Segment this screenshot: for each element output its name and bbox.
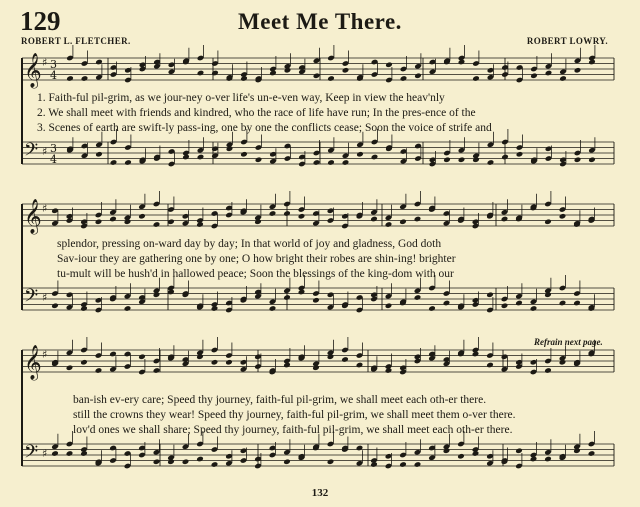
bass-clef: 𝄢 [24,286,39,311]
notehead [283,362,291,369]
notehead [530,456,538,463]
notehead [342,159,350,166]
notehead [95,218,103,225]
notehead [385,302,393,309]
notehead [573,447,581,454]
notehead [196,221,204,228]
notehead [559,359,567,366]
notehead [457,453,465,460]
refrain-note: Refrain next page. [534,337,603,347]
notehead [283,458,291,465]
notehead [298,213,306,220]
notehead [211,305,219,312]
notehead [559,213,567,220]
notehead [515,300,523,307]
lyricist-credit: ROBERT L. FLETCHER. [21,36,131,46]
notehead [182,458,190,465]
notehead [458,156,466,163]
notehead [240,75,248,82]
notehead [109,216,117,223]
hymn-title: Meet Me There. [238,9,402,34]
notehead [312,364,320,371]
notehead [486,362,494,369]
notehead [80,305,88,312]
hymn-number: 129 [20,6,61,36]
notehead [211,70,219,77]
notehead [298,289,306,296]
time-signature: 4 [50,153,57,166]
treble-clef: 𝄞 [24,345,42,380]
notehead [399,461,407,468]
lyric-line-s3-v3: lov'd ones we shall share; Speed thy journey, faith-ful pil-grim, we shall meet each oth-er there. [73,424,513,436]
key-sharp: ♯ [42,447,48,460]
notehead [501,216,509,223]
notehead [370,461,378,468]
notehead [182,154,190,161]
notehead [313,159,321,166]
notehead [327,458,335,465]
notehead [414,461,422,468]
notehead [240,151,248,158]
treble-clef: 𝄞 [24,199,42,234]
notehead [225,359,233,366]
notehead [472,351,480,358]
notehead [81,75,89,82]
notehead [443,447,451,454]
notehead [211,359,219,366]
notehead [371,154,379,161]
notehead [501,154,509,161]
notehead [414,294,422,301]
time-signature: 3 [50,142,57,155]
notehead [153,221,161,228]
notehead [443,156,451,163]
notehead [153,291,161,298]
notehead [110,159,118,166]
notehead [197,70,205,77]
notehead [80,359,88,366]
notehead [327,159,335,166]
notehead [95,367,103,374]
notehead [284,67,292,74]
notehead [327,75,335,82]
notehead [588,156,596,163]
notehead [124,305,132,312]
bass-clef: 𝄢 [24,140,39,165]
notehead [51,450,59,457]
notehead [211,461,219,468]
notehead [385,367,393,374]
notehead [283,294,291,301]
composer-credit: ROBERT LOWRY. [526,36,608,46]
notehead [472,75,480,82]
notehead [269,210,277,217]
notehead [342,67,350,74]
notehead [370,216,378,223]
lyric-line-s2-v2: Sav-iour they are gathering one by one; O how bright their robes are shin-ing! brighter [57,253,456,265]
notehead [356,151,364,158]
notehead [472,156,480,163]
notehead [428,305,436,312]
key-sharp: ♯ [42,291,48,304]
notehead [167,458,175,465]
lyric-line-s3-v1: ban-ish ev-ery care; Speed thy journey, faith-ful pil-grim, we shall meet each oth-er there. [73,394,487,406]
notehead [153,367,161,374]
time-signature: 3 [50,58,57,71]
notehead [196,353,204,360]
notehead [124,159,132,166]
notehead [313,72,321,79]
lyric-line-s3-v2: still the crowns they wear! Speed thy journey, faith-ful pil-grim, we shall meet them o-ver there. [73,409,516,421]
notehead [472,450,480,457]
notehead [559,300,567,307]
notehead [138,213,146,220]
notehead [153,458,161,465]
notehead [66,450,74,457]
time-signature: 4 [50,69,57,82]
notehead [544,367,552,374]
notehead [269,305,277,312]
lyric-line-s1-v2: 2. We shall meet with friends and kindred, who the race of life have run; In the pres-ence of the [37,107,476,119]
notehead [530,305,538,312]
key-sharp: ♯ [42,202,48,215]
notehead [516,151,524,158]
notehead [254,218,262,225]
notehead [574,67,582,74]
notehead [327,353,335,360]
notehead [545,70,553,77]
notehead [559,75,567,82]
notehead [312,297,320,304]
lyric-line-s1-v1: 1. Faith-ful pil-grim, as we jour-ney o-ver life's un-e-ven way, Keep in view the heav'nly [37,92,445,104]
notehead [269,70,277,77]
notehead [544,291,552,298]
notehead [544,218,552,225]
notehead [385,221,393,228]
key-sharp: ♯ [42,348,48,361]
notehead [530,72,538,79]
notehead [283,210,291,217]
notehead [458,59,466,66]
bass-clef: 𝄢 [24,442,39,467]
notehead [588,59,596,66]
notehead [501,302,509,309]
notehead [574,156,582,163]
notehead [573,300,581,307]
notehead [414,72,422,79]
notehead [66,75,74,82]
notehead [196,456,204,463]
notehead [197,154,205,161]
treble-clef: 𝄞 [24,53,42,88]
key-sharp: ♯ [42,145,48,158]
notehead [400,75,408,82]
notehead [544,456,552,463]
lyric-line-s2-v1: splendor, pressing on-ward day by day; In that world of joy and gladness, God doth [57,238,442,250]
notehead [443,300,451,307]
lyric-line-s2-v3: tu-mult will be hush'd in hallowed peace; Soon the blessings of the king-dom with our [57,268,454,280]
notehead [51,302,59,309]
notehead [341,356,349,363]
page-number: 132 [311,487,329,499]
notehead [80,450,88,457]
notehead [588,450,596,457]
key-sharp: ♯ [42,56,48,69]
notehead [124,218,132,225]
lyric-line-s1-v3: 3. Scenes of earth are swift-ly pass-ing, one by one the conflicts cease; Soon the voice of strife and [37,122,492,134]
notehead [95,151,103,158]
notehead [487,159,495,166]
notehead [414,216,422,223]
notehead [399,218,407,225]
notehead [356,362,364,369]
notehead [226,145,234,152]
notehead [66,364,74,371]
notehead [255,156,263,163]
